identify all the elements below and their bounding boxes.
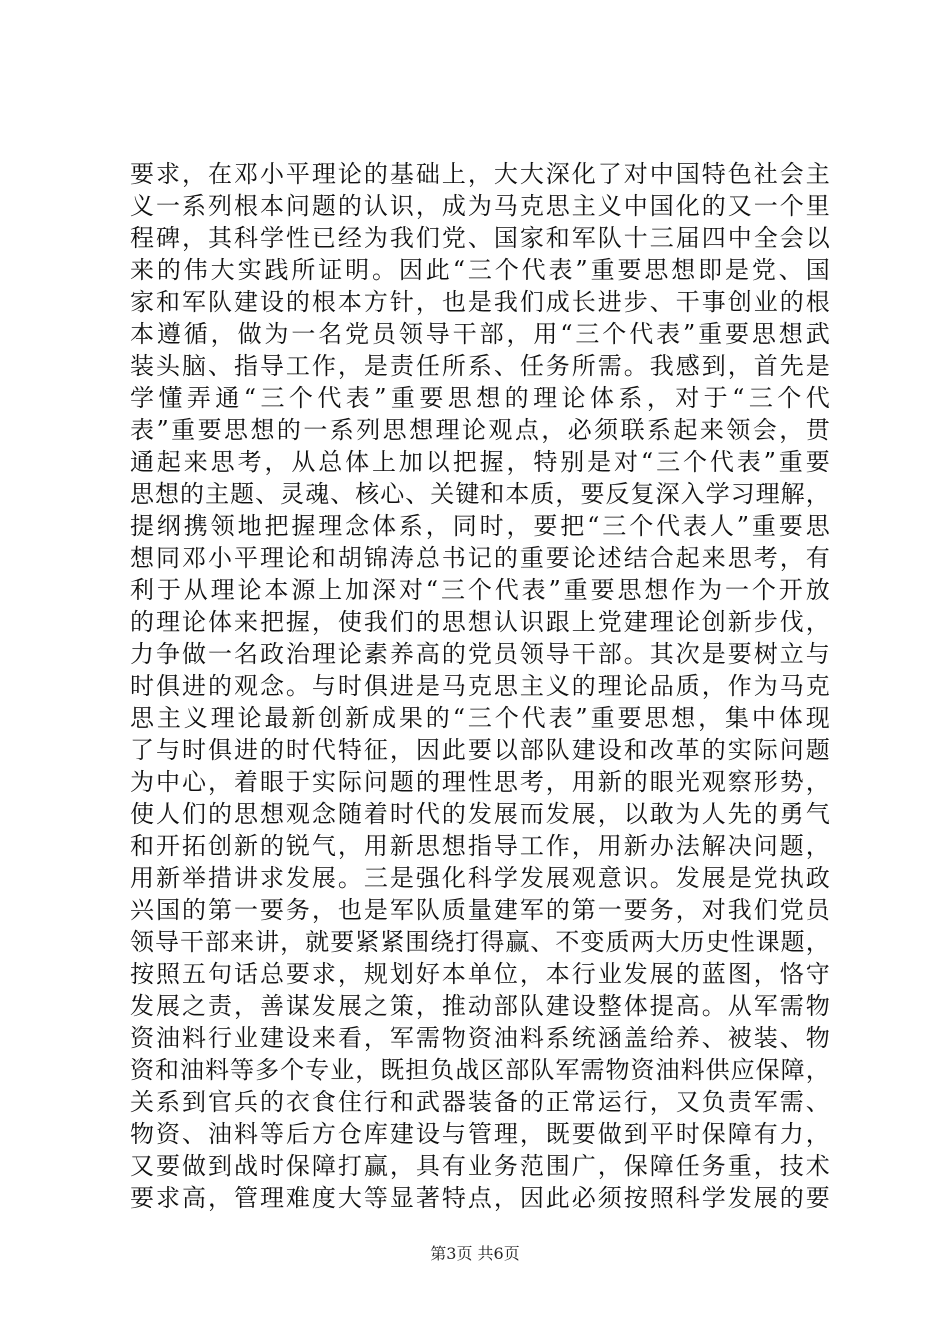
text-line: 使人们的思想观念随着时代的发展而发展，以敢为人先的勇气 xyxy=(130,800,830,828)
text-line: 义一系列根本问题的认识，成为马克思主义中国化的又一个里 xyxy=(130,192,830,220)
text-line: 想同邓小平理论和胡锦涛总书记的重要论述结合起来思考，有 xyxy=(130,544,830,572)
text-line: 程碑，其科学性已经为我们党、国家和军队十三届四中全会以 xyxy=(130,224,830,252)
text-line: 关系到官兵的衣食住行和武器装备的正常运行，又负责军需、 xyxy=(130,1088,830,1116)
text-line: 了与时俱进的时代特征，因此要以部队建设和改革的实际问题 xyxy=(130,736,830,764)
text-line: 本遵循，做为一名党员领导干部，用“三个代表”重要思想武 xyxy=(130,320,830,348)
text-line: 力争做一名政治理论素养高的党员领导干部。其次是要树立与 xyxy=(130,640,830,668)
text-line: 要求，在邓小平理论的基础上，大大深化了对中国特色社会主 xyxy=(130,160,830,188)
text-line: 利于从理论本源上加深对“三个代表”重要思想作为一个开放 xyxy=(130,576,830,604)
text-line: 装头脑、指导工作，是责任所系、任务所需。我感到，首先是 xyxy=(130,352,830,380)
text-line: 领导干部来讲，就要紧紧围绕打得赢、不变质两大历史性课题， xyxy=(130,928,830,956)
text-line: 来的伟大实践所证明。因此“三个代表”重要思想即是党、国 xyxy=(130,256,830,284)
text-line: 为中心，着眼于实际问题的理性思考，用新的眼光观察形势， xyxy=(130,768,830,796)
text-line: 的理论体来把握，使我们的思想认识跟上党建理论创新步伐， xyxy=(130,608,830,636)
text-line: 家和军队建设的根本方针，也是我们成长进步、干事创业的根 xyxy=(130,288,830,316)
text-line: 资油料行业建设来看，军需物资油料系统涵盖给养、被装、物 xyxy=(130,1024,830,1052)
text-line: 学懂弄通“三个代表”重要思想的理论体系，对于“三个代 xyxy=(130,384,830,412)
text-line: 表”重要思想的一系列思想理论观点，必须联系起来领会，贯 xyxy=(130,416,830,444)
text-line: 思想的主题、灵魂、核心、关键和本质，要反复深入学习理解， xyxy=(130,480,830,508)
text-line: 兴国的第一要务，也是军队质量建军的第一要务，对我们党员 xyxy=(130,896,830,924)
page-footer: 第3页 共6页 xyxy=(430,1244,520,1263)
text-line: 和开拓创新的锐气，用新思想指导工作，用新办法解决问题， xyxy=(130,832,830,860)
text-line: 时俱进的观念。与时俱进是马克思主义的理论品质，作为马克 xyxy=(130,672,830,700)
text-line: 又要做到战时保障打赢，具有业务范围广，保障任务重，技术 xyxy=(130,1152,830,1180)
text-line: 通起来思考，从总体上加以把握，特别是对“三个代表”重要 xyxy=(130,448,830,476)
text-line: 用新举措讲求发展。三是强化科学发展观意识。发展是党执政 xyxy=(130,864,830,892)
text-line: 提纲携领地把握理念体系，同时，要把“三个代表人”重要思 xyxy=(130,512,830,540)
text-line: 资和油料等多个专业，既担负战区部队军需物资油料供应保障， xyxy=(130,1056,830,1084)
text-line: 发展之责，善谋发展之策，推动部队建设整体提高。从军需物 xyxy=(130,992,830,1020)
body-text xyxy=(130,158,830,1214)
text-line: 思主义理论最新创新成果的“三个代表”重要思想，集中体现 xyxy=(130,704,830,732)
text-line: 物资、油料等后方仓库建设与管理，既要做到平时保障有力， xyxy=(130,1120,830,1148)
text-line: 要求高，管理难度大等显著特点，因此必须按照科学发展的要 xyxy=(130,1184,830,1212)
text-line: 按照五句话总要求，规划好本单位，本行业发展的蓝图，恪守 xyxy=(130,960,830,988)
